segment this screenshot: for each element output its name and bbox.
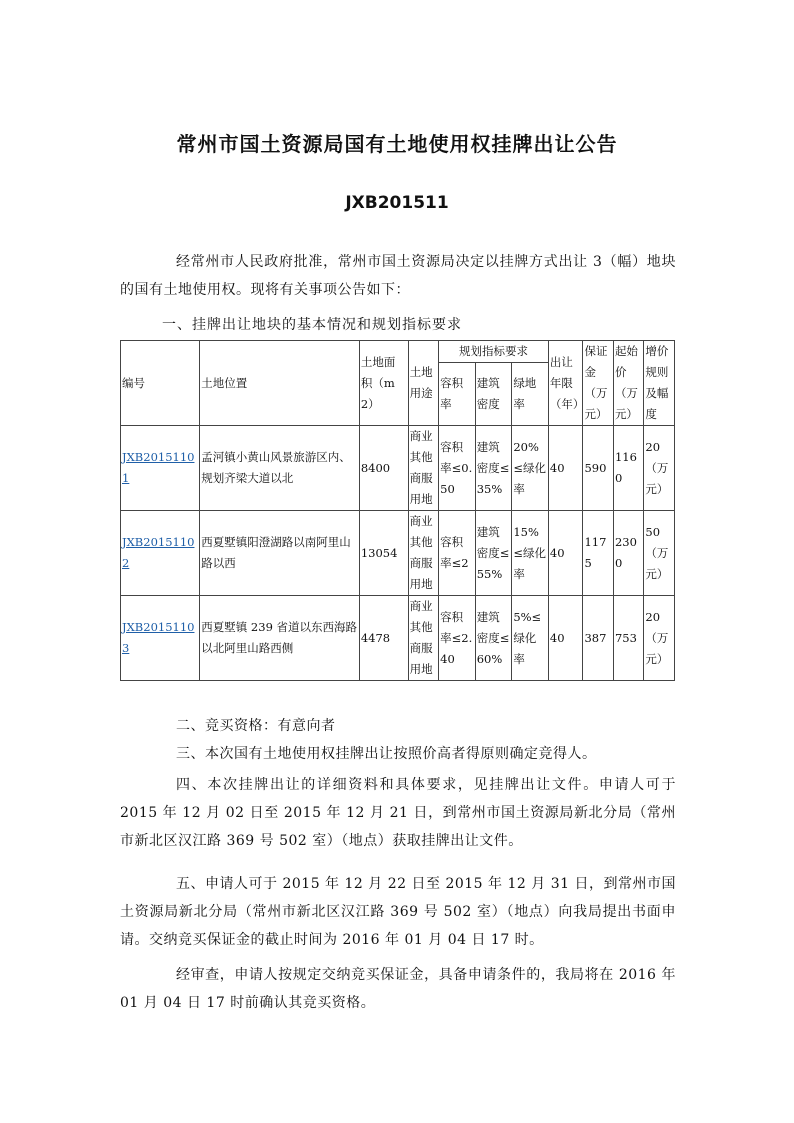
cell-density: 建筑密度≤55% bbox=[475, 511, 512, 596]
table-row bbox=[121, 511, 675, 596]
cell-green: 20%≤绿化率 bbox=[512, 426, 549, 511]
section-6-text: 经审查，申请人按规定交纳竞买保证金，具备申请条件的，我局将在 2016 年 01 月 04 日 17 时前确认其竞买资格。 bbox=[120, 967, 676, 1011]
cell-use: 商业其他商服用地 bbox=[408, 426, 438, 511]
page-title: 常州市国土资源局国有土地使用权挂牌出让公告 bbox=[176, 132, 618, 156]
parcel-id-link[interactable]: JXB20151103 bbox=[122, 620, 195, 655]
header-term: 出让年限（年） bbox=[548, 341, 583, 426]
cell-location: 西夏墅镇阳澄湖路以南阿里山路以西 bbox=[200, 511, 360, 596]
section-2-text: 二、竞买资格：有意向者 bbox=[176, 718, 336, 734]
cell-area: 13054 bbox=[359, 511, 408, 596]
land-parcel-table bbox=[120, 340, 675, 681]
cell-start-price: 2300 bbox=[613, 511, 643, 596]
cell-plot-ratio: 容积率≤2 bbox=[439, 511, 476, 596]
cell-term: 40 bbox=[548, 426, 583, 511]
document-number: JXB201511 bbox=[345, 193, 449, 213]
cell-location: 西夏墅镇 239 省道以东西海路以北阿里山路西侧 bbox=[200, 596, 360, 681]
header-location: 土地位置 bbox=[200, 341, 360, 426]
cell-area: 8400 bbox=[359, 426, 408, 511]
cell-increment: 20（万元） bbox=[644, 426, 675, 511]
section-4-text: 四、本次挂牌出让的详细资料和具体要求，见挂牌出让文件。申请人可于 2015 年 12 月 02 日至 2015 年 12 月 21 日，到常州市国土资源局新北分局（常州市新北区汉江路 369 号 502 室）（地点）获取挂牌出让文件。 bbox=[120, 777, 676, 849]
header-area: 土地面积（m2） bbox=[359, 341, 408, 426]
table-row bbox=[121, 596, 675, 681]
cell-plot-ratio: 容积率≤2.40 bbox=[439, 596, 476, 681]
cell-use: 商业其他商服用地 bbox=[408, 596, 438, 681]
parcel-id-link[interactable]: JXB20151101 bbox=[122, 450, 195, 485]
cell-term: 40 bbox=[548, 596, 583, 681]
header-planning: 规划指标要求 bbox=[439, 341, 549, 363]
cell-start-price: 753 bbox=[613, 596, 643, 681]
cell-increment: 50（万元） bbox=[644, 511, 675, 596]
cell-green: 15%≤绿化率 bbox=[512, 511, 549, 596]
parcel-id-link[interactable]: JXB20151102 bbox=[122, 535, 195, 570]
cell-density: 建筑密度≤35% bbox=[475, 426, 512, 511]
intro-paragraph: 经常州市人民政府批准，常州市国土资源局决定以挂牌方式出让 3（幅）地块的国有土地使用权。现将有关事项公告如下： bbox=[120, 254, 676, 298]
cell-plot-ratio: 容积率≤0.50 bbox=[439, 426, 476, 511]
cell-area: 4478 bbox=[359, 596, 408, 681]
cell-deposit: 590 bbox=[583, 426, 613, 511]
header-start-price: 起始价（万元） bbox=[613, 341, 643, 426]
cell-term: 40 bbox=[548, 511, 583, 596]
cell-use: 商业其他商服用地 bbox=[408, 511, 438, 596]
header-increment: 增价规则及幅度 bbox=[644, 341, 675, 426]
cell-increment: 20（万元） bbox=[644, 596, 675, 681]
cell-deposit: 387 bbox=[583, 596, 613, 681]
header-density: 建筑密度 bbox=[475, 363, 512, 426]
header-deposit: 保证金（万元） bbox=[583, 341, 613, 426]
header-use: 土地用途 bbox=[408, 341, 438, 426]
cell-start-price: 1160 bbox=[613, 426, 643, 511]
table-row bbox=[121, 426, 675, 511]
cell-location: 孟河镇小黄山风景旅游区内、规划齐梁大道以北 bbox=[200, 426, 360, 511]
cell-deposit: 1175 bbox=[583, 511, 613, 596]
cell-density: 建筑密度≤60% bbox=[475, 596, 512, 681]
section-5-text: 五、申请人可于 2015 年 12 月 22 日至 2015 年 12 月 31 日，到常州市国土资源局新北分局（常州市新北区汉江路 369 号 502 室）（地点）向我局提出书面申请。交纳竞买保证金的截止时间为 2016 年 01 月 04 日 17 时。 bbox=[120, 876, 676, 948]
header-green: 绿地率 bbox=[512, 363, 549, 426]
header-plot-ratio: 容积率 bbox=[439, 363, 476, 426]
header-id: 编号 bbox=[121, 341, 200, 426]
section-3-text: 三、本次国有土地使用权挂牌出让按照价高者得原则确定竞得人。 bbox=[176, 746, 597, 762]
cell-green: 5%≤绿化率 bbox=[512, 596, 549, 681]
section-1-heading: 一、挂牌出让地块的基本情况和规划指标要求 bbox=[162, 317, 462, 333]
